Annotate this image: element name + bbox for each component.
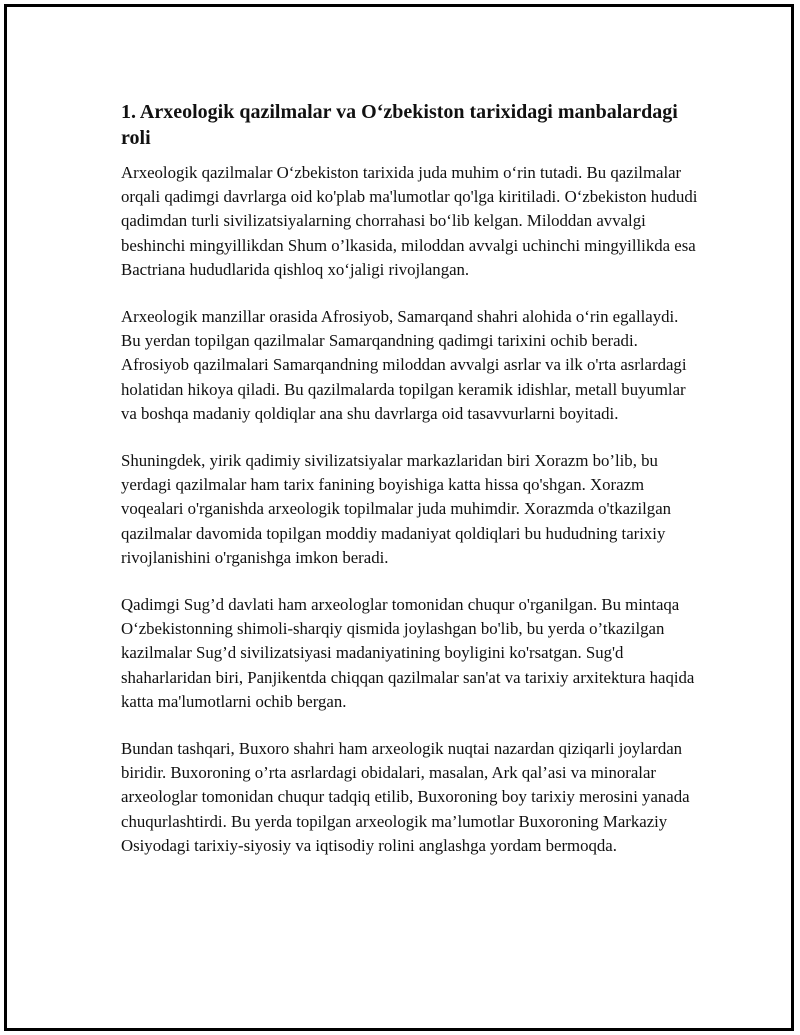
paragraph-2: Arxeologik manzillar orasida Afrosiyob, Samarqand shahri alohida o‘rin egallaydi. Bu yerdan topilgan qazilmalar Samarqandning qadimgi tarixini ochib beradi. Afrosiyob qazilmalari Samarqandning miloddan avvalgi asrlar va ilk o'rta asrlardagi holatidan hikoya qiladi. Bu qazilmalarda topilgan keramik idishlar, metall buyumlar va boshqa madaniy qoldiqlar ana shu davrlarga oid tasavvurlarni boyitadi. (121, 307, 687, 423)
paragraph-1: Arxeologik qazilmalar O‘zbekiston tarixida juda muhim o‘rin tutadi. Bu qazilmalar orqali qadimgi davrlarga oid ko'plab ma'lumotlar qo'lga kiritiladi. O‘zbekiston hududi qadimdan turli sivilizatsiyalarning chorrahasi bo‘lib kelgan. Miloddan avvalgi beshinchi mingyillikdan Shum o’lkasida, miloddan avvalgi uchinchi mingyillikda esa Bactriana hududlarida qishloq xo‘jaligi rivojlangan. (121, 163, 698, 279)
paragraph-4: Qadimgi Sug’d davlati ham arxeologlar tomonidan chuqur o'rganilgan. Bu mintaqa O‘zbekistonning shimoli-sharqiy qismida joylashgan bo'lib, bu yerda o’tkazilgan kazilmalar Sug’d sivilizatsiyasi madaniyatining boyligini ko'rsatgan. Sug'd shaharlaridan biri, Panjikentda chiqqan qazilmalar san'at va tarixiy arxitektura haqida katta ma'lumotlarni ochib bergan. (121, 595, 695, 711)
document-body (121, 99, 701, 881)
document-page (4, 4, 794, 1031)
paragraph-3: Shuningdek, yirik qadimiy sivilizatsiyalar markazlaridan biri Xorazm bo’lib, bu yerdagi qazilmalar ham tarix fanining boyishiga katta hissa qo'shgan. Xorazm voqealari o'rganishda arxeologik topilmalar juda muhimdir. Xorazmda o'tkazilgan qazilmalar davomida topilgan moddiy madaniyat qoldiqlari bu hududning tarixiy rivojlanishini o'rganishga imkon beradi. (121, 451, 672, 567)
section-heading: 1. Arxeologik qazilmalar va O‘zbekiston tarixidagi manbalardagi roli (121, 101, 678, 149)
paragraph-5: Bundan tashqari, Buxoro shahri ham arxeologik nuqtai nazardan qiziqarli joylardan biridir. Buxoroning o’rta asrlardagi obidalari, masalan, Ark qal’asi va minoralar arxeologlar tomonidan chuqur tadqiq etilib, Buxoroning boy tarixiy merosini yanada chuqurlashtirdi. Bu yerda topilgan arxeologik ma’lumotlar Buxoroning Markaziy Osiyodagi tarixiy-siyosiy va iqtisodiy rolini anglashga yordam bermoqda. (121, 739, 690, 855)
